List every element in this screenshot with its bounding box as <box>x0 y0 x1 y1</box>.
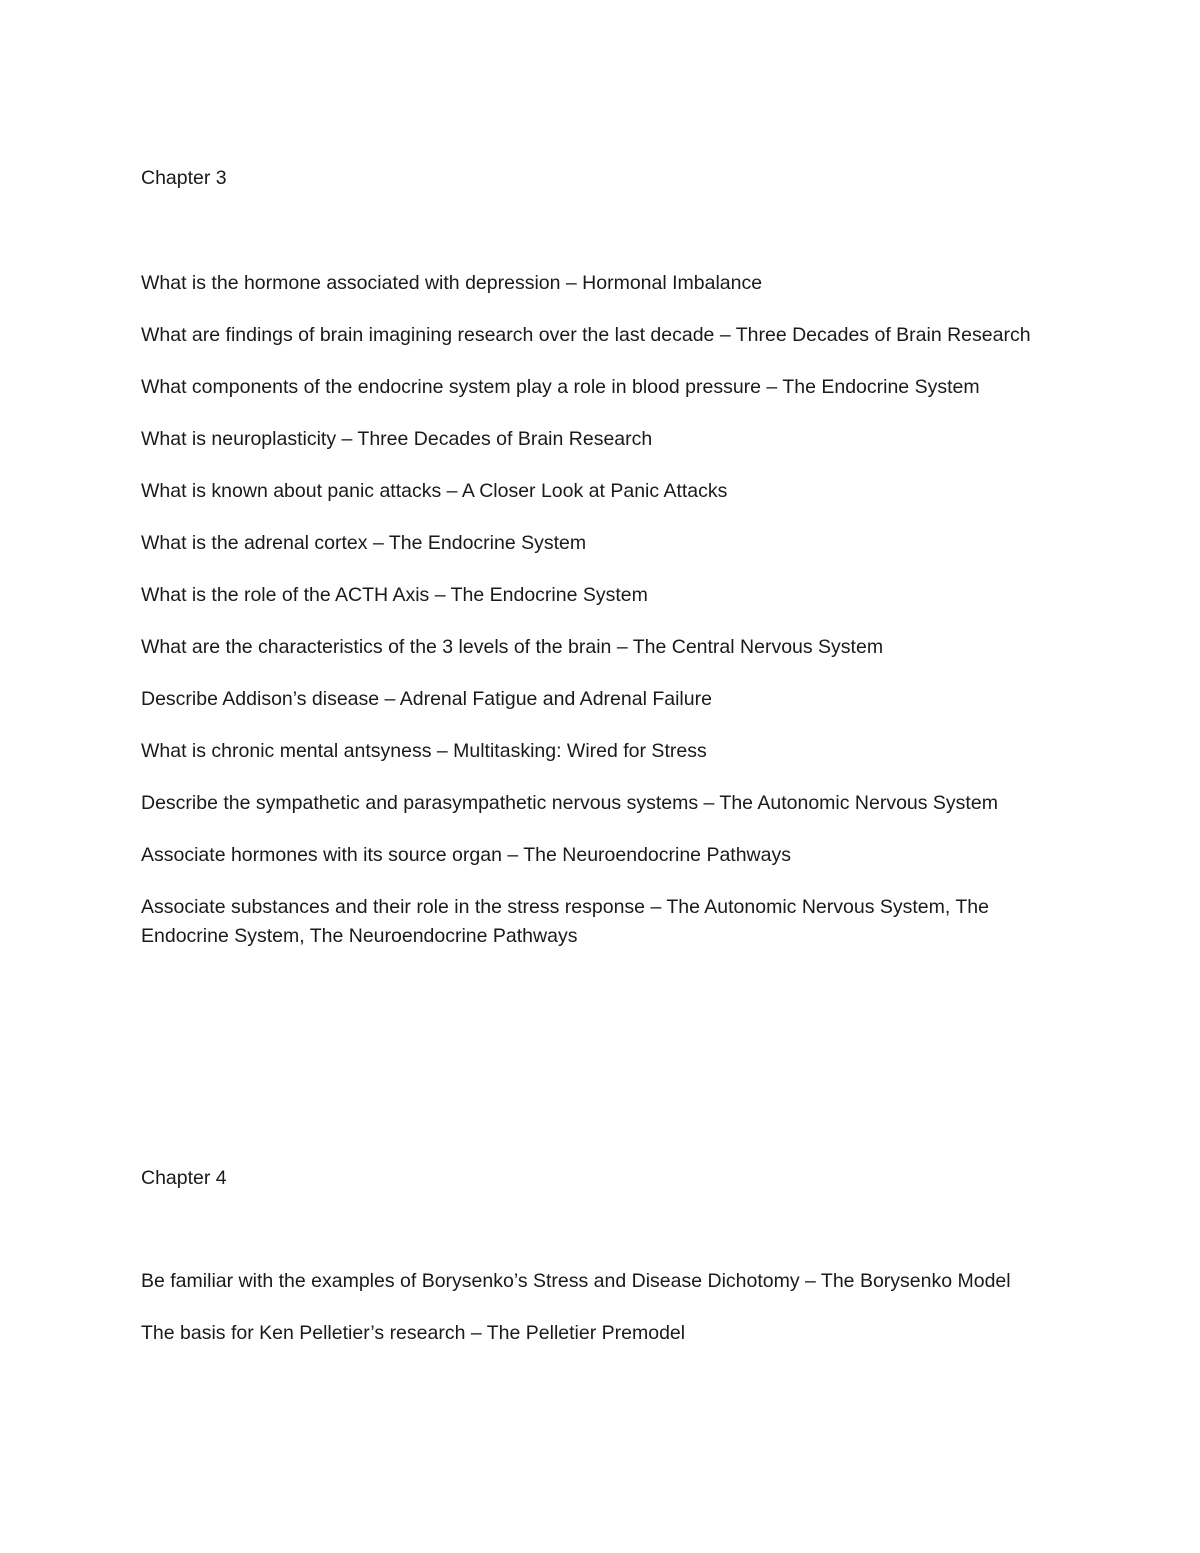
question-item: Describe Addison’s disease – Adrenal Fatigue and Adrenal Failure <box>141 688 712 710</box>
question-item: What are the characteristics of the 3 levels of the brain – The Central Nervous System <box>141 636 884 658</box>
question-item: What are findings of brain imagining research over the last decade – Three Decades of Brain Research <box>141 324 1031 346</box>
question-item: What is neuroplasticity – Three Decades of Brain Research <box>141 428 653 450</box>
chapter-4-section <box>141 1164 1051 1344</box>
question-list <box>141 269 1051 974</box>
question-item: Associate substances and their role in the stress response – The Autonomic Nervous System, The Endocrine System, The Neuroendocrine Pathways <box>141 896 989 947</box>
question-item: What is the adrenal cortex – The Endocrine System <box>141 532 587 554</box>
chapter-heading: Chapter 4 <box>141 1167 227 1189</box>
question-item: Associate hormones with its source organ – The Neuroendocrine Pathways <box>141 844 791 866</box>
question-item: Be familiar with the examples of Borysenko’s Stress and Disease Dichotomy – The Borysenko Model <box>141 1270 1011 1292</box>
chapter-heading: Chapter 3 <box>141 167 227 189</box>
question-item: What is the role of the ACTH Axis – The Endocrine System <box>141 584 648 606</box>
question-item: What is known about panic attacks – A Closer Look at Panic Attacks <box>141 480 728 502</box>
chapter-3-section <box>141 164 1051 947</box>
question-item: Describe the sympathetic and parasympathetic nervous systems – The Autonomic Nervous System <box>141 792 998 814</box>
question-item: What is the hormone associated with depression – Hormonal Imbalance <box>141 272 763 294</box>
question-item: What is chronic mental antsyness – Multitasking: Wired for Stress <box>141 740 707 762</box>
question-item: What components of the endocrine system play a role in blood pressure – The Endocrine System <box>141 376 980 398</box>
question-item: The basis for Ken Pelletier’s research – The Pelletier Premodel <box>141 1322 686 1344</box>
question-list <box>141 1267 1051 1371</box>
